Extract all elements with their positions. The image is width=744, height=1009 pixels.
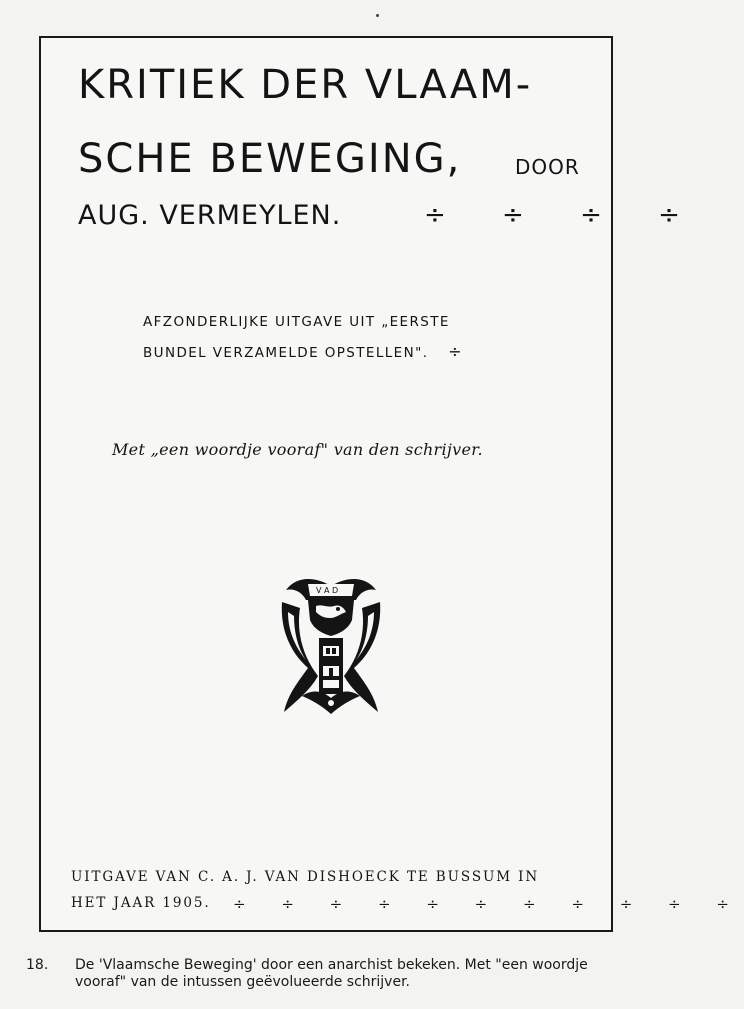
title-line-2: [78, 136, 580, 182]
publication-year: HET JAAR 1905.: [71, 895, 211, 911]
caption-text: De 'Vlaamsche Beweging' door een anarchist bekeken. Met "een woordje vooraf" van de intussen geëvolueerde schrijver.: [75, 957, 588, 990]
title-door: DOOR: [515, 155, 580, 179]
subtitle-line-1: AFZONDERLIJKE UITGAVE UIT „EERSTE: [143, 314, 450, 330]
title-line-3: [78, 200, 704, 231]
svg-text:V A D: V A D: [316, 586, 339, 595]
publisher-emblem-icon: [278, 572, 384, 716]
title-line-2-text: SCHE BEWEGING,: [78, 136, 462, 182]
subtitle-ornament: ÷: [448, 342, 463, 361]
title-ornaments: ÷ ÷ ÷ ÷: [424, 200, 704, 230]
publisher-ornaments: ÷ ÷ ÷ ÷ ÷ ÷ ÷ ÷ ÷ ÷ ÷: [233, 895, 744, 913]
publisher-line-1: UITGAVE VAN C. A. J. VAN DISHOECK TE BUSSUM IN: [71, 869, 540, 885]
figure-number: 18.: [26, 957, 49, 973]
preface-note: Met „een woordje vooraf" van den schrijver.: [112, 440, 483, 459]
publisher-line-2: [71, 895, 744, 913]
author-name: AUG. VERMEYLEN.: [78, 200, 342, 231]
print-speck: [376, 14, 379, 17]
title-line-1: KRITIEK DER VLAAM-: [78, 62, 533, 108]
subtitle-line-2: [143, 342, 463, 361]
subtitle-line-2-text: BUNDEL VERZAMELDE OPSTELLEN".: [143, 345, 429, 361]
